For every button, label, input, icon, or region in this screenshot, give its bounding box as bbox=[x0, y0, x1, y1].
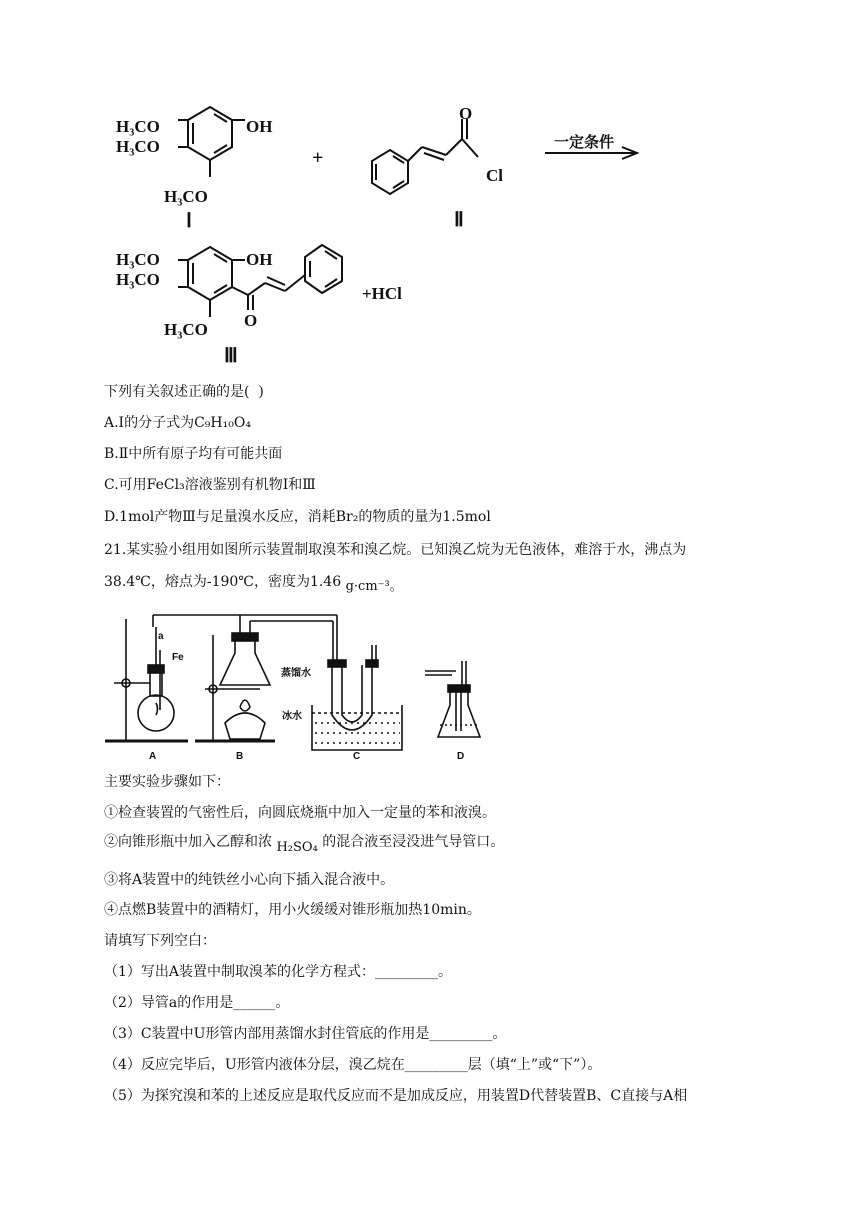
label-distilled-water: 蒸馏水 bbox=[281, 668, 311, 679]
compound1-sub1: H₃CO bbox=[116, 117, 160, 136]
product-sub3: H₃CO bbox=[164, 320, 208, 339]
q21-sub1: （1）写出A装置中制取溴苯的化学方程式：_________。 bbox=[104, 964, 453, 980]
product-ring bbox=[188, 247, 232, 300]
q21-sub2: （2）导管a的作用是______。 bbox=[104, 995, 290, 1011]
compound2-oxygen: O bbox=[459, 104, 473, 123]
plus-sign: + bbox=[312, 147, 324, 169]
steps-title: 主要实验步骤如下： bbox=[104, 774, 230, 790]
label-a: A bbox=[149, 751, 157, 762]
product-sub1: H₃CO bbox=[116, 250, 160, 269]
flask-d bbox=[438, 691, 480, 737]
compound1-label: Ⅰ bbox=[186, 210, 192, 232]
step-3: ③将A装置中的纯铁丝小心向下插入混合液中。 bbox=[104, 872, 395, 888]
arrow-label: 一定条件 bbox=[554, 133, 615, 151]
step-2-part2: 的混合液至浸没进气导管口。 bbox=[322, 834, 505, 850]
product-hcl: +HCl bbox=[362, 284, 402, 303]
apparatus-figure bbox=[100, 605, 500, 765]
q20-option-b: B.Ⅱ中所有原子均有可能共面 bbox=[104, 446, 283, 462]
label-fe: Fe bbox=[172, 652, 184, 663]
q21-density-unit: g·cm⁻³。 bbox=[345, 579, 403, 594]
compound1-sub2: H₃CO bbox=[116, 137, 160, 156]
q21-intro-line1: 21.某实验小组用如图所示装置制取溴苯和溴乙烷。已知溴乙烷为无色液体，难溶于水，沸点为 bbox=[104, 542, 687, 558]
flask-b bbox=[220, 641, 270, 685]
product-label: Ⅲ bbox=[224, 345, 238, 367]
label-d: D bbox=[457, 751, 465, 762]
alcohol-lamp bbox=[225, 713, 265, 739]
compound1-ring bbox=[188, 107, 232, 160]
fill-title: 请填写下列空白： bbox=[104, 933, 216, 949]
product-sub2: H₃CO bbox=[116, 270, 160, 289]
q20-option-d: D.1mol产物Ⅲ与足量溴水反应，消耗Br₂的物质的量为1.5mol bbox=[104, 509, 491, 525]
q21-sub4: （4）反应完毕后，U形管内液体分层，溴乙烷在_________层（填“上”或“下”）。 bbox=[104, 1057, 602, 1073]
label-c: C bbox=[353, 751, 361, 762]
step-2 bbox=[104, 832, 504, 853]
q21-intro-values: 38.4℃，熔点为-190℃，密度为1.46 bbox=[104, 574, 342, 590]
label-ice-water: 冰水 bbox=[282, 711, 302, 722]
step-2-formula: H₂SO₄ bbox=[276, 840, 318, 855]
step-4: ④点燃B装置中的酒精灯，用小火缓缓对锥形瓶加热10min。 bbox=[104, 902, 481, 918]
q20-stem: 下列有关叙述正确的是( ) bbox=[104, 384, 264, 400]
q21-intro-line2 bbox=[104, 572, 403, 593]
q20-option-a: A.Ⅰ的分子式为C₉H₁₀O₄ bbox=[104, 415, 251, 431]
compound1-sub3: H₃CO bbox=[164, 187, 208, 206]
compound1-oh: OH bbox=[246, 117, 273, 136]
product-oh: OH bbox=[246, 250, 273, 269]
q21-sub5: （5）为探究溴和苯的上述反应是取代反应而不是加成反应，用装置D代替装置B、C直接与A相 bbox=[104, 1088, 688, 1104]
step-1: ①检查装置的气密性后，向圆底烧瓶中加入一定量的苯和液溴。 bbox=[104, 805, 496, 821]
compound2-label: Ⅱ bbox=[454, 209, 464, 231]
product-oxygen: O bbox=[244, 311, 258, 330]
q20-option-c: C.可用FeCl₃溶液鉴别有机物Ⅰ和Ⅲ bbox=[104, 477, 316, 493]
compound2-ring bbox=[372, 150, 408, 194]
label-b: B bbox=[236, 751, 244, 762]
compound2-chlorine: Cl bbox=[486, 166, 503, 185]
u-tube bbox=[332, 665, 372, 730]
label-tube-a: a bbox=[158, 631, 164, 642]
q21-sub3: （3）C装置中U形管内部用蒸馏水封住管底的作用是_________。 bbox=[104, 1026, 507, 1042]
step-2-part1: ②向锥形瓶中加入乙醇和浓 bbox=[104, 834, 272, 850]
